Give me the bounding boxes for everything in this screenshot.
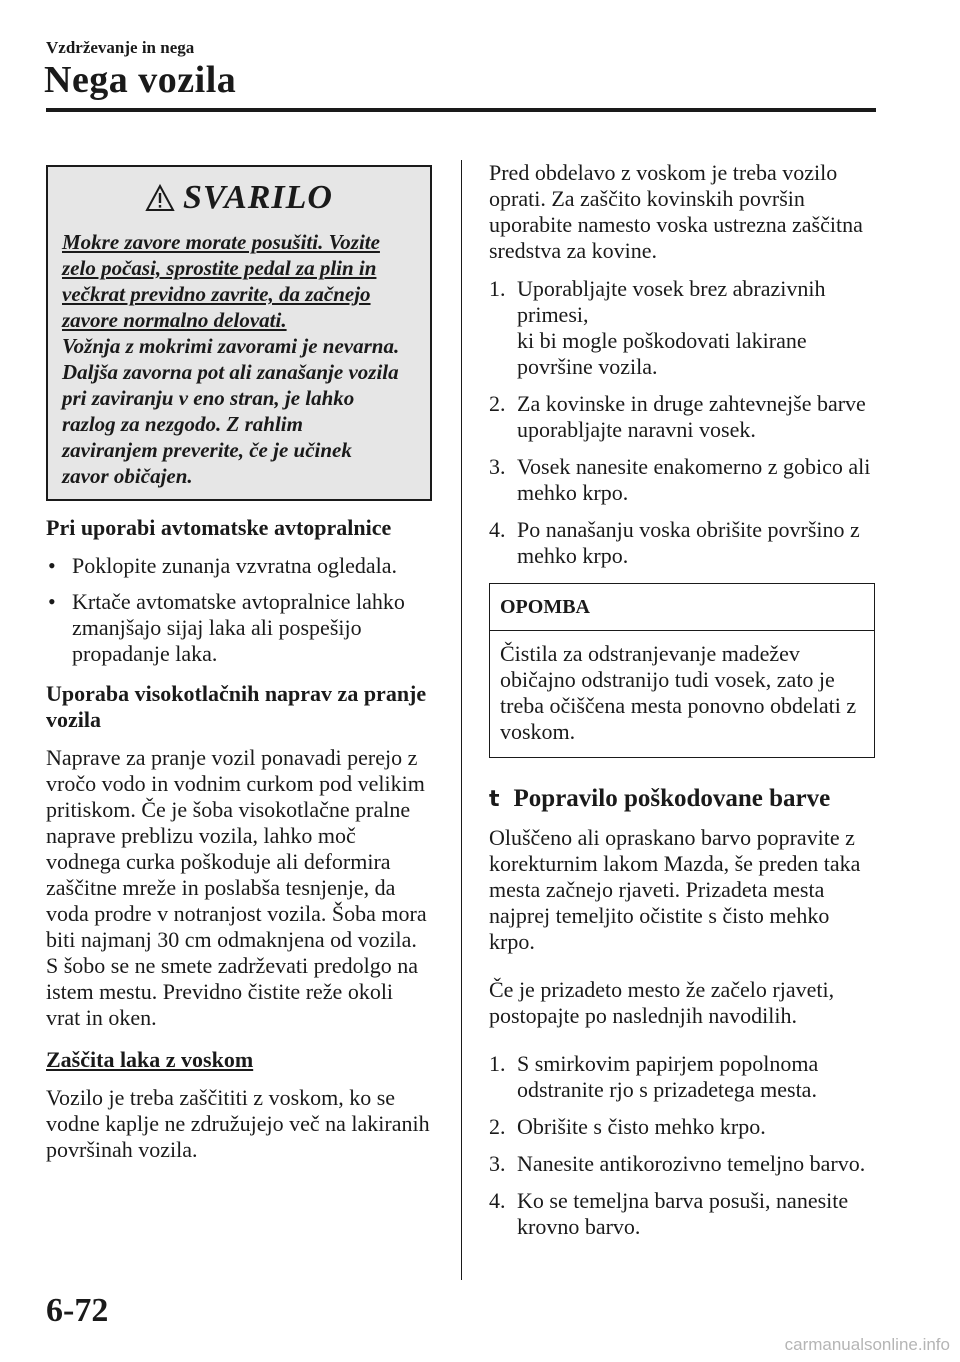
step-number: 1. [489,1051,506,1076]
step-number: 2. [489,391,506,416]
step-text: Ko se temeljna barva posuši, nanesite krovno barvo. [517,1188,849,1239]
step-item [489,517,875,569]
paint-repair-text: Če je prizadeto mesto že začelo rjaveti, postopajte po naslednjih navodilih. [489,977,835,1028]
step-item [489,1114,875,1140]
high-pressure-heading: Uporaba visokotlačnih naprav za pranje vozila [46,681,427,732]
warning-box [46,165,432,501]
step-text: ki bi mogle poškodovati lakirane površine vozila. [517,328,807,379]
section-label: Vzdrževanje in nega [46,38,195,57]
step-item [489,1151,875,1177]
step-item [489,391,875,443]
step-text: Za kovinske in druge zahtevnejše barve uporabljajte naravni vosek. [517,391,866,442]
step-number: 4. [489,517,506,542]
bullet-dot-icon: • [48,589,56,614]
list-item-text: Krtače avtomatske avtopralnice lahko zmanjšajo sijaj laka ali pospešijo propadanje laka. [72,589,405,666]
warning-body [48,229,430,489]
paint-repair-heading [489,786,875,813]
warning-line: Daljša zavorna pot ali zanašanje vozila [62,360,399,384]
wax-steps [489,276,875,569]
step-number: 1. [489,276,506,301]
page-title: Nega vozila [44,59,237,101]
paint-repair-text: Oluščeno ali opraskano barvo popravite z korekturnim lakom Mazda, še preden taka mesta začnejo rjaveti. Prizadeta mesta najprej temeljito očistite s čisto mehko krpo. [489,825,861,954]
step-text: Vosek nanesite enakomerno z gobico ali mehko krpo. [517,454,871,505]
warning-header [48,167,430,229]
wax-heading: Zaščita laka z voskom [46,1047,254,1072]
note-text: Čistila za odstranjevanje madežev običajno odstranijo tudi vosek, zato je treba očiščena mesta ponovno obdelati z voskom. [500,641,857,744]
warning-line: Vožnja z mokrimi zavorami je nevarna. [62,334,400,358]
auto-wash-heading: Pri uporabi avtomatske avtopralnice [46,515,392,540]
warning-line: zavor običajen. [62,464,193,488]
step-item [489,1051,875,1103]
right-column [489,160,875,1251]
step-text: Po nanašanju voska obrišite površino z mehko krpo. [517,517,860,568]
section-bullet-icon: t [489,787,500,812]
page-number: 6-72 [46,1292,109,1329]
header-rule [46,108,876,112]
step-item [489,1188,875,1240]
warning-triangle-icon [145,184,175,212]
warning-line: zelo počasi, sprostite pedal za plin in [62,256,377,280]
step-number: 4. [489,1188,506,1213]
warning-title: SVARILO [183,179,333,216]
list-item [46,589,432,667]
step-item [489,454,875,506]
list-item [46,553,432,579]
warning-line: razlog za nezgodo. Z rahlim [62,412,303,436]
left-column [46,160,432,1163]
step-number: 3. [489,1151,506,1176]
step-number: 2. [489,1114,506,1139]
column-divider [461,160,462,1280]
note-box [489,583,875,758]
warning-line: večkrat previdno zavrite, da začnejo [62,282,371,306]
auto-wash-list [46,553,432,667]
step-item [489,276,875,380]
high-pressure-text: Naprave za pranje vozil ponavadi perejo z vročo vodo in vodnim curkom pod velikim pritiskom. Če je šoba visokotlačne pralne naprave preblizu vozila, lahko moč vodnega curka poškoduje ali deformira zaščitne mreže in poslabša tesnjenje, da voda prodre v notranjost vozila. Šoba mora biti najmanj 30 cm odmaknjena od vozila. S šobo se ne smete zadrževati predolgo na istem mestu. Previdno čistite reže okoli vrat in oken. [46,745,427,1030]
warning-line: zavore normalno delovati. [62,308,287,332]
warning-line: Mokre zavore morate posušiti. Vozite [62,230,380,254]
watermark: carmanualsonline.info [784,1335,950,1354]
wax-intro-text: Pred obdelavo z voskom je treba vozilo oprati. Za zaščito kovinskih površin uporabite namesto voska ustrezna zaščitna sredstva za kovine. [489,160,863,263]
paint-repair-steps [489,1051,875,1240]
wax-text: Vozilo je treba zaščititi z voskom, ko se vodne kaplje ne združujejo več na lakiranih površinah vozila. [46,1085,430,1162]
step-text: Obrišite s čisto mehko krpo. [517,1114,766,1139]
step-number: 3. [489,454,506,479]
step-text: Nanesite antikorozivno temeljno barvo. [517,1151,866,1176]
paint-repair-heading-text: Popravilo poškodovane barve [513,785,831,812]
note-title: OPOMBA [490,584,874,631]
warning-line: zaviranjem preverite, če je učinek [62,438,352,462]
step-text: Uporabljajte vosek brez abrazivnih primesi, [517,276,826,327]
step-text: S smirkovim papirjem popolnoma odstranite rjo s prizadetega mesta. [517,1051,819,1102]
bullet-dot-icon: • [48,553,56,578]
warning-line: pri zaviranju v eno stran, je lahko [62,386,355,410]
list-item-text: Poklopite zunanja vzvratna ogledala. [72,553,397,578]
